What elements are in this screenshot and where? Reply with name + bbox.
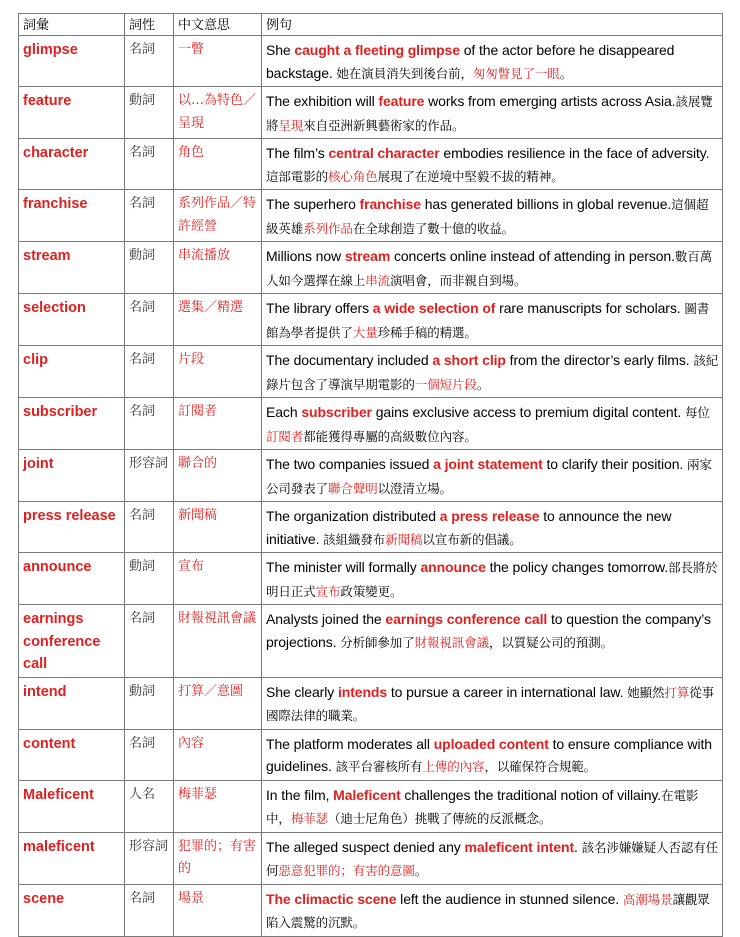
highlighted-phrase: 大量 — [352, 324, 378, 340]
vocab-word: glimpse — [19, 36, 125, 87]
highlighted-phrase: 一個短片段 — [414, 376, 477, 392]
example-sentence — [262, 190, 723, 242]
part-of-speech: 名詞 — [125, 398, 174, 450]
sentence-text: 她顯然 — [627, 684, 665, 700]
highlighted-phrase: 高潮場景 — [622, 891, 673, 907]
sentence-text: She clearly — [266, 683, 338, 700]
vocab-word: character — [19, 139, 125, 190]
header-example: 例句 — [262, 14, 723, 36]
table-row — [19, 677, 723, 729]
sentence-text: The platform moderates all — [266, 735, 434, 752]
chinese-meaning: 宣布 — [174, 553, 262, 605]
sentence-text: 該紀錄片包含了導演早期電影的 — [266, 353, 719, 392]
vocab-word: selection — [19, 294, 125, 346]
vocab-word: content — [19, 729, 125, 780]
sentence-text: 在全球創造了數十億的收益。 — [352, 220, 515, 236]
sentence-text: The exhibition will — [266, 93, 379, 109]
sentence-text: 該平台審核所有 — [335, 759, 423, 774]
vocab-word: maleficent — [19, 832, 125, 884]
sentence-text: 她在演員消失到後台前， — [336, 65, 473, 81]
highlighted-phrase: Maleficent — [333, 786, 401, 803]
sentence-text: 以宣布新的倡議。 — [422, 531, 522, 547]
table-row — [19, 294, 723, 346]
highlighted-phrase: 新聞稿 — [385, 531, 423, 547]
example-sentence — [262, 87, 723, 139]
highlighted-phrase: 梅菲瑟 — [290, 811, 329, 826]
part-of-speech: 人名 — [125, 780, 174, 832]
example-sentence — [262, 502, 723, 553]
sentence-text: concerts online instead of attending in person. — [390, 248, 675, 264]
highlighted-phrase: maleficent intent — [464, 838, 575, 855]
highlighted-phrase: 打算 — [664, 684, 690, 700]
sentence-text: 演唱會，而非親自到場。 — [390, 272, 527, 288]
highlighted-phrase: uploaded content — [433, 735, 549, 752]
sentence-text: The documentary included — [266, 352, 433, 368]
example-sentence — [262, 450, 723, 502]
vocab-word: press release — [19, 502, 125, 553]
highlighted-phrase: earnings conference call — [385, 611, 548, 627]
table-row — [19, 398, 723, 450]
sentence-text: 圖書館為學者提供了 — [266, 301, 710, 340]
table-row — [19, 605, 723, 678]
chinese-meaning: 系列作品／特許經營 — [174, 190, 262, 242]
highlighted-phrase: a short clip — [432, 352, 506, 368]
part-of-speech: 動詞 — [125, 677, 174, 729]
highlighted-phrase: 呈現 — [278, 117, 304, 133]
sentence-text: 該名涉嫌嫌疑人否認有任何 — [266, 839, 719, 878]
sentence-text: to question the company’s projections. — [266, 611, 711, 650]
highlighted-phrase: a press release — [439, 508, 540, 524]
example-sentence — [262, 398, 723, 450]
chinese-meaning: 選集／精選 — [174, 294, 262, 346]
table-row — [19, 729, 723, 780]
sentence-text: . — [574, 838, 582, 855]
part-of-speech: 名詞 — [125, 884, 174, 936]
part-of-speech: 動詞 — [125, 242, 174, 294]
sentence-text: She — [266, 42, 295, 58]
sentence-text: Analysts joined the — [266, 611, 386, 627]
sentence-text: The two companies issued — [266, 456, 434, 472]
sentence-text: 該組織發布 — [323, 531, 386, 547]
highlighted-phrase: 聯合聲明 — [328, 480, 378, 496]
sentence-text: 以澄清立場。 — [377, 480, 453, 496]
highlighted-phrase: 系列作品 — [303, 220, 353, 236]
vocab-word: subscriber — [19, 398, 125, 450]
header-word: 詞彙 — [19, 14, 125, 36]
sentence-text: The library offers — [266, 300, 373, 316]
vocab-word: franchise — [19, 190, 125, 242]
table-row — [19, 242, 723, 294]
sentence-text: Each — [266, 404, 302, 420]
sentence-text: The film’s — [266, 145, 329, 161]
sentence-text: （迪士尼角色）挑戰了傳統的反派概念。 — [328, 811, 552, 826]
chinese-meaning: 聯合的 — [174, 450, 262, 502]
table-row — [19, 832, 723, 884]
example-sentence — [262, 605, 723, 678]
highlighted-phrase: 匆匆瞥見了一眼 — [472, 65, 560, 81]
highlighted-phrase: intends — [337, 683, 388, 700]
header-pos: 詞性 — [125, 14, 174, 36]
highlighted-phrase: 財報視訊會議 — [414, 634, 489, 650]
part-of-speech: 形容詞 — [125, 832, 174, 884]
sentence-text: to announce the new initiative. — [266, 508, 672, 547]
sentence-text: 從事國際法律的職業。 — [266, 684, 715, 723]
sentence-text: 在電影中， — [266, 787, 699, 826]
table-row — [19, 780, 723, 832]
table-row — [19, 36, 723, 87]
sentence-text: 數百萬人如今選擇在線上 — [266, 249, 713, 288]
example-sentence — [262, 36, 723, 87]
highlighted-phrase: stream — [344, 248, 391, 264]
highlighted-phrase: announce — [420, 559, 486, 575]
sentence-text: has generated billions in global revenue. — [420, 196, 672, 212]
sentence-text: 珍稀手稿的精選。 — [377, 324, 477, 340]
table-row — [19, 190, 723, 242]
chinese-meaning: 新聞稿 — [174, 502, 262, 553]
chinese-meaning: 角色 — [174, 139, 262, 190]
sentence-text: 政策變更。 — [340, 583, 403, 599]
sentence-text: 該展覽將 — [266, 94, 713, 133]
part-of-speech: 動詞 — [125, 87, 174, 139]
table-row — [19, 87, 723, 139]
highlighted-phrase: 訂閱者 — [266, 428, 304, 444]
table-row — [19, 884, 723, 936]
sentence-text: gains exclusive access to premium digital content. — [371, 404, 685, 420]
chinese-meaning: 片段 — [174, 346, 262, 398]
sentence-text: to ensure compliance with guidelines. — [266, 735, 712, 774]
example-sentence — [262, 729, 723, 780]
sentence-text: 兩家公司發表了 — [266, 457, 712, 496]
highlighted-phrase: 宣布 — [315, 583, 341, 599]
sentence-text: 分析師參加了 — [340, 634, 415, 650]
highlighted-phrase: central character — [328, 145, 440, 161]
vocabulary-table — [18, 13, 723, 937]
sentence-text: The alleged suspect denied any — [266, 838, 465, 855]
highlighted-phrase: a wide selection of — [372, 300, 496, 316]
sentence-text: Millions now — [266, 248, 345, 264]
sentence-text: The superhero — [266, 196, 360, 212]
part-of-speech: 名詞 — [125, 346, 174, 398]
part-of-speech: 形容詞 — [125, 450, 174, 502]
sentence-text: The organization distributed — [266, 508, 440, 524]
highlighted-phrase: 惡意犯罪的；有害的意圖 — [278, 863, 415, 878]
example-sentence — [262, 832, 723, 884]
sentence-text: 讓觀眾陷入震驚的沉默。 — [266, 891, 710, 930]
sentence-text: ，以質疑公司的預測。 — [489, 634, 614, 650]
chinese-meaning: 串流播放 — [174, 242, 262, 294]
sentence-text: ，以確保符合規範。 — [484, 759, 597, 774]
sentence-text: embodies resilience in the face of adversity. — [439, 145, 710, 161]
sentence-text: rare manuscripts for scholars. — [495, 300, 685, 316]
chinese-meaning: 梅菲瑟 — [174, 780, 262, 832]
table-row — [19, 346, 723, 398]
chinese-meaning: 場景 — [174, 884, 262, 936]
sentence-text: to clarify their position. — [542, 456, 687, 472]
example-sentence — [262, 553, 723, 605]
vocab-word: feature — [19, 87, 125, 139]
part-of-speech: 名詞 — [125, 139, 174, 190]
sentence-text: 。 — [414, 863, 428, 878]
highlighted-phrase: franchise — [359, 196, 421, 212]
part-of-speech: 名詞 — [125, 729, 174, 780]
table-row — [19, 450, 723, 502]
header-row — [19, 14, 723, 36]
chinese-meaning: 以…為特色／呈現 — [174, 87, 262, 139]
example-sentence — [262, 780, 723, 832]
sentence-text: of the actor before he disappeared backstage. — [266, 42, 675, 81]
part-of-speech: 名詞 — [125, 190, 174, 242]
sentence-text: challenges the traditional notion of villainy. — [400, 786, 662, 803]
vocab-word: joint — [19, 450, 125, 502]
vocab-word: Maleficent — [19, 780, 125, 832]
example-sentence — [262, 677, 723, 729]
sentence-text: the policy changes tomorrow. — [485, 559, 669, 575]
sentence-text: 部長將於明日正式 — [266, 560, 718, 599]
table-row — [19, 553, 723, 605]
highlighted-phrase: caught a fleeting glimpse — [294, 42, 460, 58]
chinese-meaning: 一瞥 — [174, 36, 262, 87]
example-sentence — [262, 884, 723, 936]
sentence-text: 每位 — [684, 405, 710, 420]
sentence-text: to pursue a career in international law. — [387, 683, 628, 700]
vocab-word: announce — [19, 553, 125, 605]
highlighted-phrase: 上傳的內容 — [422, 759, 485, 774]
sentence-text: 。 — [559, 65, 573, 81]
vocab-word: clip — [19, 346, 125, 398]
highlighted-phrase: subscriber — [301, 404, 372, 420]
vocab-word: intend — [19, 677, 125, 729]
chinese-meaning: 犯罪的；有害的 — [174, 832, 262, 884]
part-of-speech: 名詞 — [125, 502, 174, 553]
highlighted-phrase: The climactic scene — [266, 890, 397, 907]
part-of-speech: 名詞 — [125, 36, 174, 87]
vocab-word: earnings conference call — [19, 605, 125, 678]
example-sentence — [262, 294, 723, 346]
chinese-meaning: 訂閱者 — [174, 398, 262, 450]
highlighted-phrase: feature — [378, 93, 425, 109]
sentence-text: 。 — [476, 376, 490, 392]
sentence-text: left the audience in stunned silence. — [396, 890, 623, 907]
sentence-text: 來自亞洲新興藝術家的作品。 — [303, 117, 465, 133]
part-of-speech: 名詞 — [125, 294, 174, 346]
part-of-speech: 動詞 — [125, 553, 174, 605]
example-sentence — [262, 242, 723, 294]
example-sentence — [262, 346, 723, 398]
table-row — [19, 502, 723, 553]
sentence-text: works from emerging artists across Asia. — [424, 93, 676, 109]
chinese-meaning: 財報視訊會議 — [174, 605, 262, 678]
sentence-text: In the film, — [266, 786, 334, 803]
header-meaning: 中文意思 — [174, 14, 262, 36]
sentence-text: 都能獲得專屬的高級數位內容。 — [303, 428, 477, 444]
vocab-word: stream — [19, 242, 125, 294]
sentence-text: 這部電影的 — [266, 168, 329, 184]
part-of-speech: 名詞 — [125, 605, 174, 678]
example-sentence — [262, 139, 723, 190]
highlighted-phrase: 核心角色 — [328, 168, 378, 184]
highlighted-phrase: a joint statement — [433, 456, 543, 472]
sentence-text: 展現了在逆境中堅毅不拔的精神。 — [377, 168, 564, 184]
highlighted-phrase: 串流 — [365, 272, 391, 288]
vocab-word: scene — [19, 884, 125, 936]
chinese-meaning: 內容 — [174, 729, 262, 780]
sentence-text: from the director’s early films. — [505, 352, 694, 368]
chinese-meaning: 打算／意圖 — [174, 677, 262, 729]
table-row — [19, 139, 723, 190]
sentence-text: 這個超級英雄 — [266, 197, 709, 236]
sentence-text: The minister will formally — [266, 559, 421, 575]
